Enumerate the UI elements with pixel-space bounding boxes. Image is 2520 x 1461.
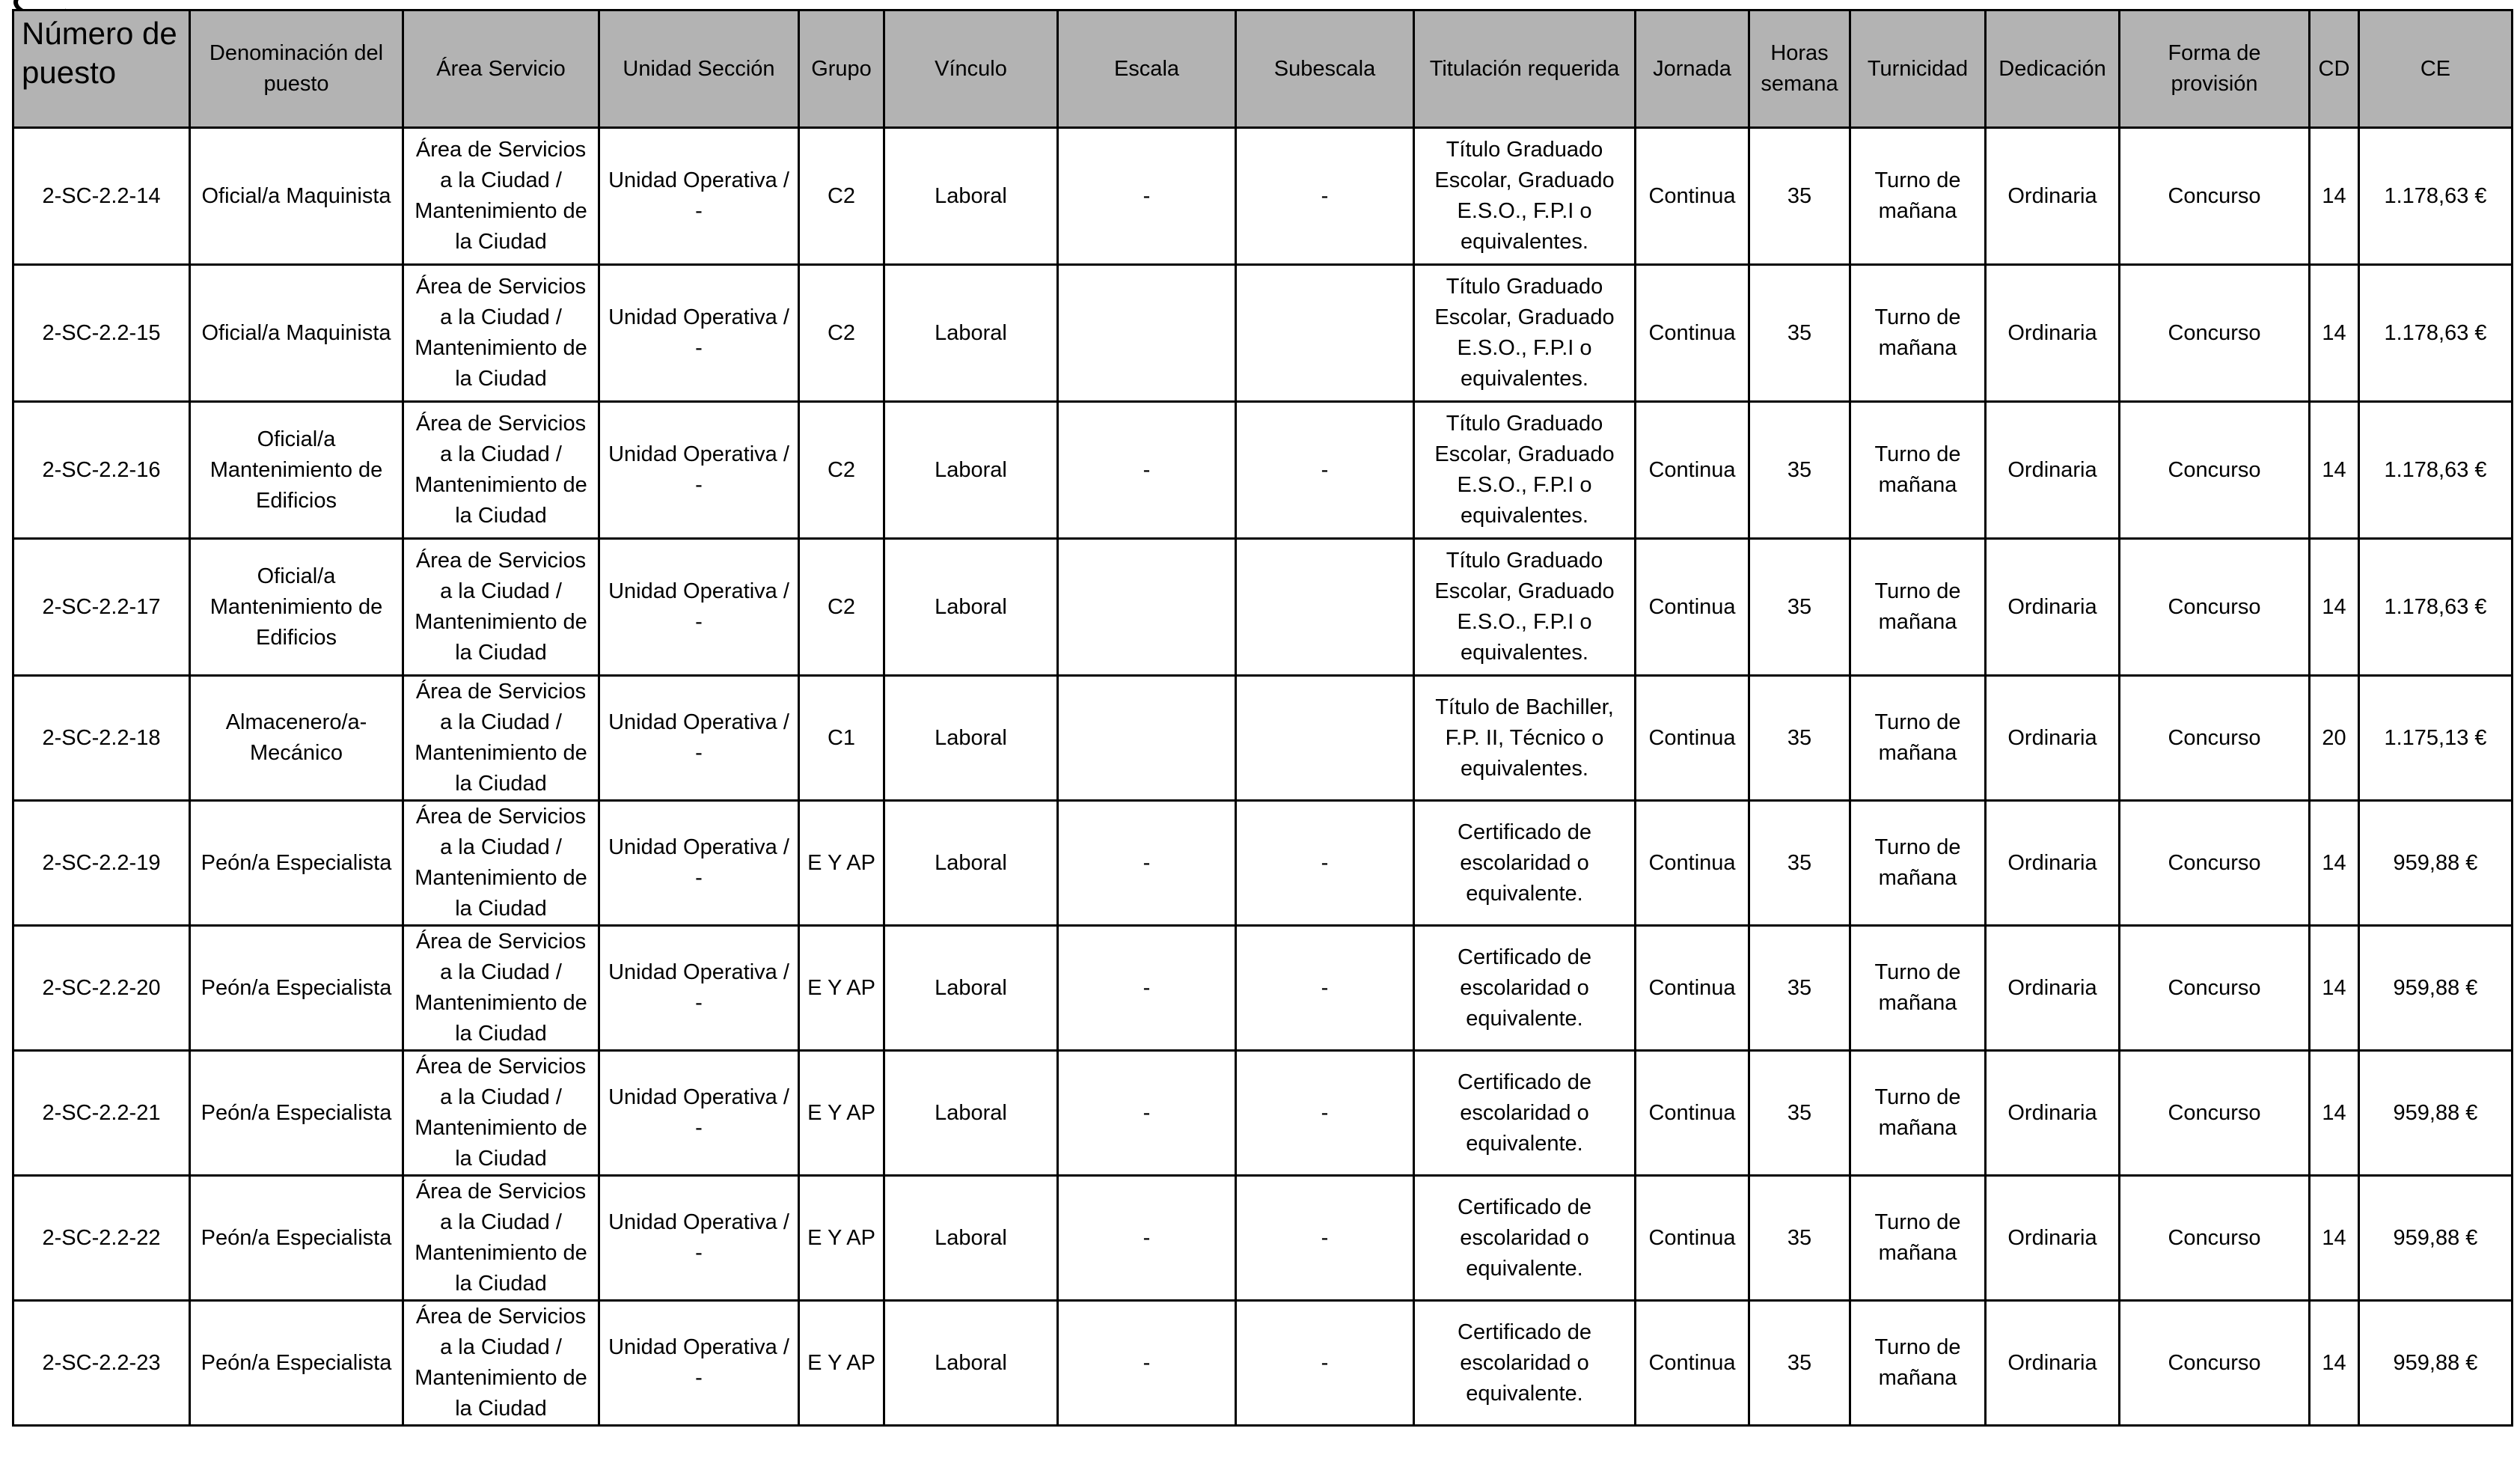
cell-forma-provision: Concurso (2120, 402, 2310, 539)
table-row (13, 1301, 2513, 1426)
cell-area-servicio: Área de Servicios a la Ciudad / Mantenimiento de la Ciudad (403, 801, 599, 926)
cell-turnicidad: Turno de mañana (1850, 128, 1986, 265)
cell-denominacion: Oficial/a Mantenimiento de Edificios (190, 402, 403, 539)
cell-area-servicio: Área de Servicios a la Ciudad / Mantenimiento de la Ciudad (403, 539, 599, 676)
cell-denominacion: Oficial/a Maquinista (190, 128, 403, 265)
header-subescala: Subescala (1236, 10, 1414, 128)
cell-forma-provision: Concurso (2120, 676, 2310, 801)
cell-vinculo: Laboral (884, 1301, 1058, 1426)
cell-dedicacion: Ordinaria (1986, 801, 2120, 926)
cell-denominacion: Peón/a Especialista (190, 1301, 403, 1426)
cell-numero-puesto: 2-SC-2.2-19 (13, 801, 190, 926)
cell-turnicidad: Turno de mañana (1850, 1176, 1986, 1301)
cell-subescala: - (1236, 1051, 1414, 1176)
cell-subescala: - (1236, 926, 1414, 1051)
cell-dedicacion: Ordinaria (1986, 539, 2120, 676)
job-positions-table (12, 9, 2513, 1427)
cell-unidad-seccion: Unidad Operativa / - (599, 539, 799, 676)
cell-area-servicio: Área de Servicios a la Ciudad / Mantenimiento de la Ciudad (403, 1301, 599, 1426)
cell-subescala: - (1236, 402, 1414, 539)
cell-escala: - (1058, 801, 1236, 926)
cell-jornada: Continua (1636, 1051, 1749, 1176)
cell-cd: 14 (2310, 1301, 2359, 1426)
cell-cd: 14 (2310, 128, 2359, 265)
cell-vinculo: Laboral (884, 801, 1058, 926)
header-horas-semana: Horas semana (1749, 10, 1850, 128)
cell-titulacion: Certificado de escolaridad o equivalente. (1414, 1301, 1636, 1426)
header-area-servicio: Área Servicio (403, 10, 599, 128)
cell-dedicacion: Ordinaria (1986, 128, 2120, 265)
cell-numero-puesto: 2-SC-2.2-16 (13, 402, 190, 539)
cell-jornada: Continua (1636, 801, 1749, 926)
cell-dedicacion: Ordinaria (1986, 1301, 2120, 1426)
cell-subescala: - (1236, 1176, 1414, 1301)
cell-turnicidad: Turno de mañana (1850, 539, 1986, 676)
cell-area-servicio: Área de Servicios a la Ciudad / Mantenimiento de la Ciudad (403, 676, 599, 801)
cell-escala (1058, 676, 1236, 801)
cell-vinculo: Laboral (884, 128, 1058, 265)
cell-jornada: Continua (1636, 926, 1749, 1051)
cell-cd: 14 (2310, 926, 2359, 1051)
cell-dedicacion: Ordinaria (1986, 676, 2120, 801)
table-row (13, 265, 2513, 402)
cell-subescala: - (1236, 1301, 1414, 1426)
cell-forma-provision: Concurso (2120, 265, 2310, 402)
header-turnicidad: Turnicidad (1850, 10, 1986, 128)
cell-unidad-seccion: Unidad Operativa / - (599, 402, 799, 539)
cell-jornada: Continua (1636, 128, 1749, 265)
cell-vinculo: Laboral (884, 402, 1058, 539)
cell-forma-provision: Concurso (2120, 1176, 2310, 1301)
cell-unidad-seccion: Unidad Operativa / - (599, 926, 799, 1051)
cell-jornada: Continua (1636, 1176, 1749, 1301)
cell-titulacion: Certificado de escolaridad o equivalente. (1414, 926, 1636, 1051)
cell-titulacion: Título de Bachiller, F.P. II, Técnico o equivalentes. (1414, 676, 1636, 801)
cell-denominacion: Almacenero/a-Mecánico (190, 676, 403, 801)
cell-escala: - (1058, 128, 1236, 265)
cell-escala: - (1058, 1301, 1236, 1426)
cell-dedicacion: Ordinaria (1986, 926, 2120, 1051)
cell-vinculo: Laboral (884, 539, 1058, 676)
cell-grupo: E Y AP (799, 1176, 884, 1301)
cell-jornada: Continua (1636, 676, 1749, 801)
cell-horas-semana: 35 (1749, 801, 1850, 926)
cell-ce: 959,88 € (2359, 1176, 2513, 1301)
cell-area-servicio: Área de Servicios a la Ciudad / Mantenimiento de la Ciudad (403, 1176, 599, 1301)
cell-subescala (1236, 676, 1414, 801)
cell-horas-semana: 35 (1749, 1301, 1850, 1426)
header-ce: CE (2359, 10, 2513, 128)
header-denominacion: Denominación del puesto (190, 10, 403, 128)
cell-subescala (1236, 265, 1414, 402)
cell-vinculo: Laboral (884, 926, 1058, 1051)
cell-turnicidad: Turno de mañana (1850, 265, 1986, 402)
cell-area-servicio: Área de Servicios a la Ciudad / Mantenimiento de la Ciudad (403, 926, 599, 1051)
cell-dedicacion: Ordinaria (1986, 265, 2120, 402)
cell-unidad-seccion: Unidad Operativa / - (599, 1301, 799, 1426)
header-row (13, 10, 2513, 128)
header-unidad-seccion: Unidad Sección (599, 10, 799, 128)
cell-ce: 1.178,63 € (2359, 402, 2513, 539)
cell-turnicidad: Turno de mañana (1850, 676, 1986, 801)
cell-horas-semana: 35 (1749, 1051, 1850, 1176)
cell-jornada: Continua (1636, 1301, 1749, 1426)
table-row (13, 1176, 2513, 1301)
cell-escala: - (1058, 402, 1236, 539)
cell-cd: 20 (2310, 676, 2359, 801)
cell-denominacion: Oficial/a Mantenimiento de Edificios (190, 539, 403, 676)
cell-denominacion: Peón/a Especialista (190, 1176, 403, 1301)
cell-area-servicio: Área de Servicios a la Ciudad / Mantenimiento de la Ciudad (403, 402, 599, 539)
cell-escala: - (1058, 1051, 1236, 1176)
cell-denominacion: Peón/a Especialista (190, 926, 403, 1051)
header-escala: Escala (1058, 10, 1236, 128)
cell-unidad-seccion: Unidad Operativa / - (599, 1176, 799, 1301)
cell-turnicidad: Turno de mañana (1850, 801, 1986, 926)
cell-numero-puesto: 2-SC-2.2-15 (13, 265, 190, 402)
cell-dedicacion: Ordinaria (1986, 402, 2120, 539)
cell-numero-puesto: 2-SC-2.2-14 (13, 128, 190, 265)
cell-vinculo: Laboral (884, 676, 1058, 801)
cell-vinculo: Laboral (884, 1051, 1058, 1176)
cell-vinculo: Laboral (884, 1176, 1058, 1301)
cell-dedicacion: Ordinaria (1986, 1176, 2120, 1301)
header-vinculo: Vínculo (884, 10, 1058, 128)
cell-cd: 14 (2310, 1051, 2359, 1176)
cell-ce: 959,88 € (2359, 1301, 2513, 1426)
header-numero-puesto: Número de puesto (13, 10, 190, 128)
cell-forma-provision: Concurso (2120, 539, 2310, 676)
cell-numero-puesto: 2-SC-2.2-17 (13, 539, 190, 676)
cell-forma-provision: Concurso (2120, 801, 2310, 926)
cell-dedicacion: Ordinaria (1986, 1051, 2120, 1176)
cell-ce: 1.178,63 € (2359, 128, 2513, 265)
cell-titulacion: Título Graduado Escolar, Graduado E.S.O., F.P.I o equivalentes. (1414, 128, 1636, 265)
cell-vinculo: Laboral (884, 265, 1058, 402)
cell-numero-puesto: 2-SC-2.2-18 (13, 676, 190, 801)
cell-numero-puesto: 2-SC-2.2-23 (13, 1301, 190, 1426)
cell-forma-provision: Concurso (2120, 926, 2310, 1051)
cell-grupo: C2 (799, 265, 884, 402)
cell-numero-puesto: 2-SC-2.2-21 (13, 1051, 190, 1176)
cell-horas-semana: 35 (1749, 128, 1850, 265)
cell-grupo: E Y AP (799, 926, 884, 1051)
cell-ce: 1.178,63 € (2359, 265, 2513, 402)
cell-horas-semana: 35 (1749, 676, 1850, 801)
cell-unidad-seccion: Unidad Operativa / - (599, 676, 799, 801)
cell-grupo: C2 (799, 539, 884, 676)
cell-area-servicio: Área de Servicios a la Ciudad / Mantenimiento de la Ciudad (403, 128, 599, 265)
cell-grupo: E Y AP (799, 1301, 884, 1426)
cell-subescala: - (1236, 801, 1414, 926)
cell-cd: 14 (2310, 801, 2359, 926)
cell-area-servicio: Área de Servicios a la Ciudad / Mantenimiento de la Ciudad (403, 265, 599, 402)
cell-grupo: C2 (799, 128, 884, 265)
cell-horas-semana: 35 (1749, 539, 1850, 676)
cell-horas-semana: 35 (1749, 1176, 1850, 1301)
cell-horas-semana: 35 (1749, 265, 1850, 402)
header-dedicacion: Dedicación (1986, 10, 2120, 128)
cell-turnicidad: Turno de mañana (1850, 926, 1986, 1051)
cell-cd: 14 (2310, 1176, 2359, 1301)
cell-cd: 14 (2310, 265, 2359, 402)
cell-ce: 1.175,13 € (2359, 676, 2513, 801)
cell-cd: 14 (2310, 402, 2359, 539)
cell-titulacion: Título Graduado Escolar, Graduado E.S.O., F.P.I o equivalentes. (1414, 402, 1636, 539)
table-row (13, 128, 2513, 265)
cell-horas-semana: 35 (1749, 926, 1850, 1051)
header-forma-provision: Forma de provisión (2120, 10, 2310, 128)
header-grupo: Grupo (799, 10, 884, 128)
cell-ce: 959,88 € (2359, 1051, 2513, 1176)
cell-cd: 14 (2310, 539, 2359, 676)
cell-turnicidad: Turno de mañana (1850, 1051, 1986, 1176)
cell-unidad-seccion: Unidad Operativa / - (599, 801, 799, 926)
cell-denominacion: Peón/a Especialista (190, 1051, 403, 1176)
cell-unidad-seccion: Unidad Operativa / - (599, 265, 799, 402)
cell-titulacion: Certificado de escolaridad o equivalente. (1414, 1051, 1636, 1176)
cell-grupo: C2 (799, 402, 884, 539)
header-cd: CD (2310, 10, 2359, 128)
cell-area-servicio: Área de Servicios a la Ciudad / Mantenimiento de la Ciudad (403, 1051, 599, 1176)
cell-horas-semana: 35 (1749, 402, 1850, 539)
cell-subescala (1236, 539, 1414, 676)
cell-numero-puesto: 2-SC-2.2-20 (13, 926, 190, 1051)
cell-titulacion: Certificado de escolaridad o equivalente. (1414, 801, 1636, 926)
cell-forma-provision: Concurso (2120, 1051, 2310, 1176)
cell-denominacion: Oficial/a Maquinista (190, 265, 403, 402)
cell-unidad-seccion: Unidad Operativa / - (599, 1051, 799, 1176)
cell-jornada: Continua (1636, 265, 1749, 402)
cell-grupo: C1 (799, 676, 884, 801)
table-row (13, 1051, 2513, 1176)
cell-numero-puesto: 2-SC-2.2-22 (13, 1176, 190, 1301)
table-row (13, 926, 2513, 1051)
cell-titulacion: Certificado de escolaridad o equivalente. (1414, 1176, 1636, 1301)
cell-grupo: E Y AP (799, 1051, 884, 1176)
table-row (13, 402, 2513, 539)
cell-unidad-seccion: Unidad Operativa / - (599, 128, 799, 265)
cell-escala: - (1058, 926, 1236, 1051)
cell-ce: 959,88 € (2359, 801, 2513, 926)
cell-escala (1058, 265, 1236, 402)
cell-forma-provision: Concurso (2120, 128, 2310, 265)
cell-forma-provision: Concurso (2120, 1301, 2310, 1426)
cell-escala (1058, 539, 1236, 676)
cell-titulacion: Título Graduado Escolar, Graduado E.S.O., F.P.I o equivalentes. (1414, 539, 1636, 676)
header-titulacion: Titulación requerida (1414, 10, 1636, 128)
cell-ce: 959,88 € (2359, 926, 2513, 1051)
cell-escala: - (1058, 1176, 1236, 1301)
cell-grupo: E Y AP (799, 801, 884, 926)
cell-jornada: Continua (1636, 402, 1749, 539)
cell-turnicidad: Turno de mañana (1850, 1301, 1986, 1426)
header-jornada: Jornada (1636, 10, 1749, 128)
cell-ce: 1.178,63 € (2359, 539, 2513, 676)
table-row (13, 676, 2513, 801)
cell-subescala: - (1236, 128, 1414, 265)
table-row (13, 801, 2513, 926)
cell-turnicidad: Turno de mañana (1850, 402, 1986, 539)
table-row (13, 539, 2513, 676)
cell-denominacion: Peón/a Especialista (190, 801, 403, 926)
cell-jornada: Continua (1636, 539, 1749, 676)
cell-titulacion: Título Graduado Escolar, Graduado E.S.O., F.P.I o equivalentes. (1414, 265, 1636, 402)
